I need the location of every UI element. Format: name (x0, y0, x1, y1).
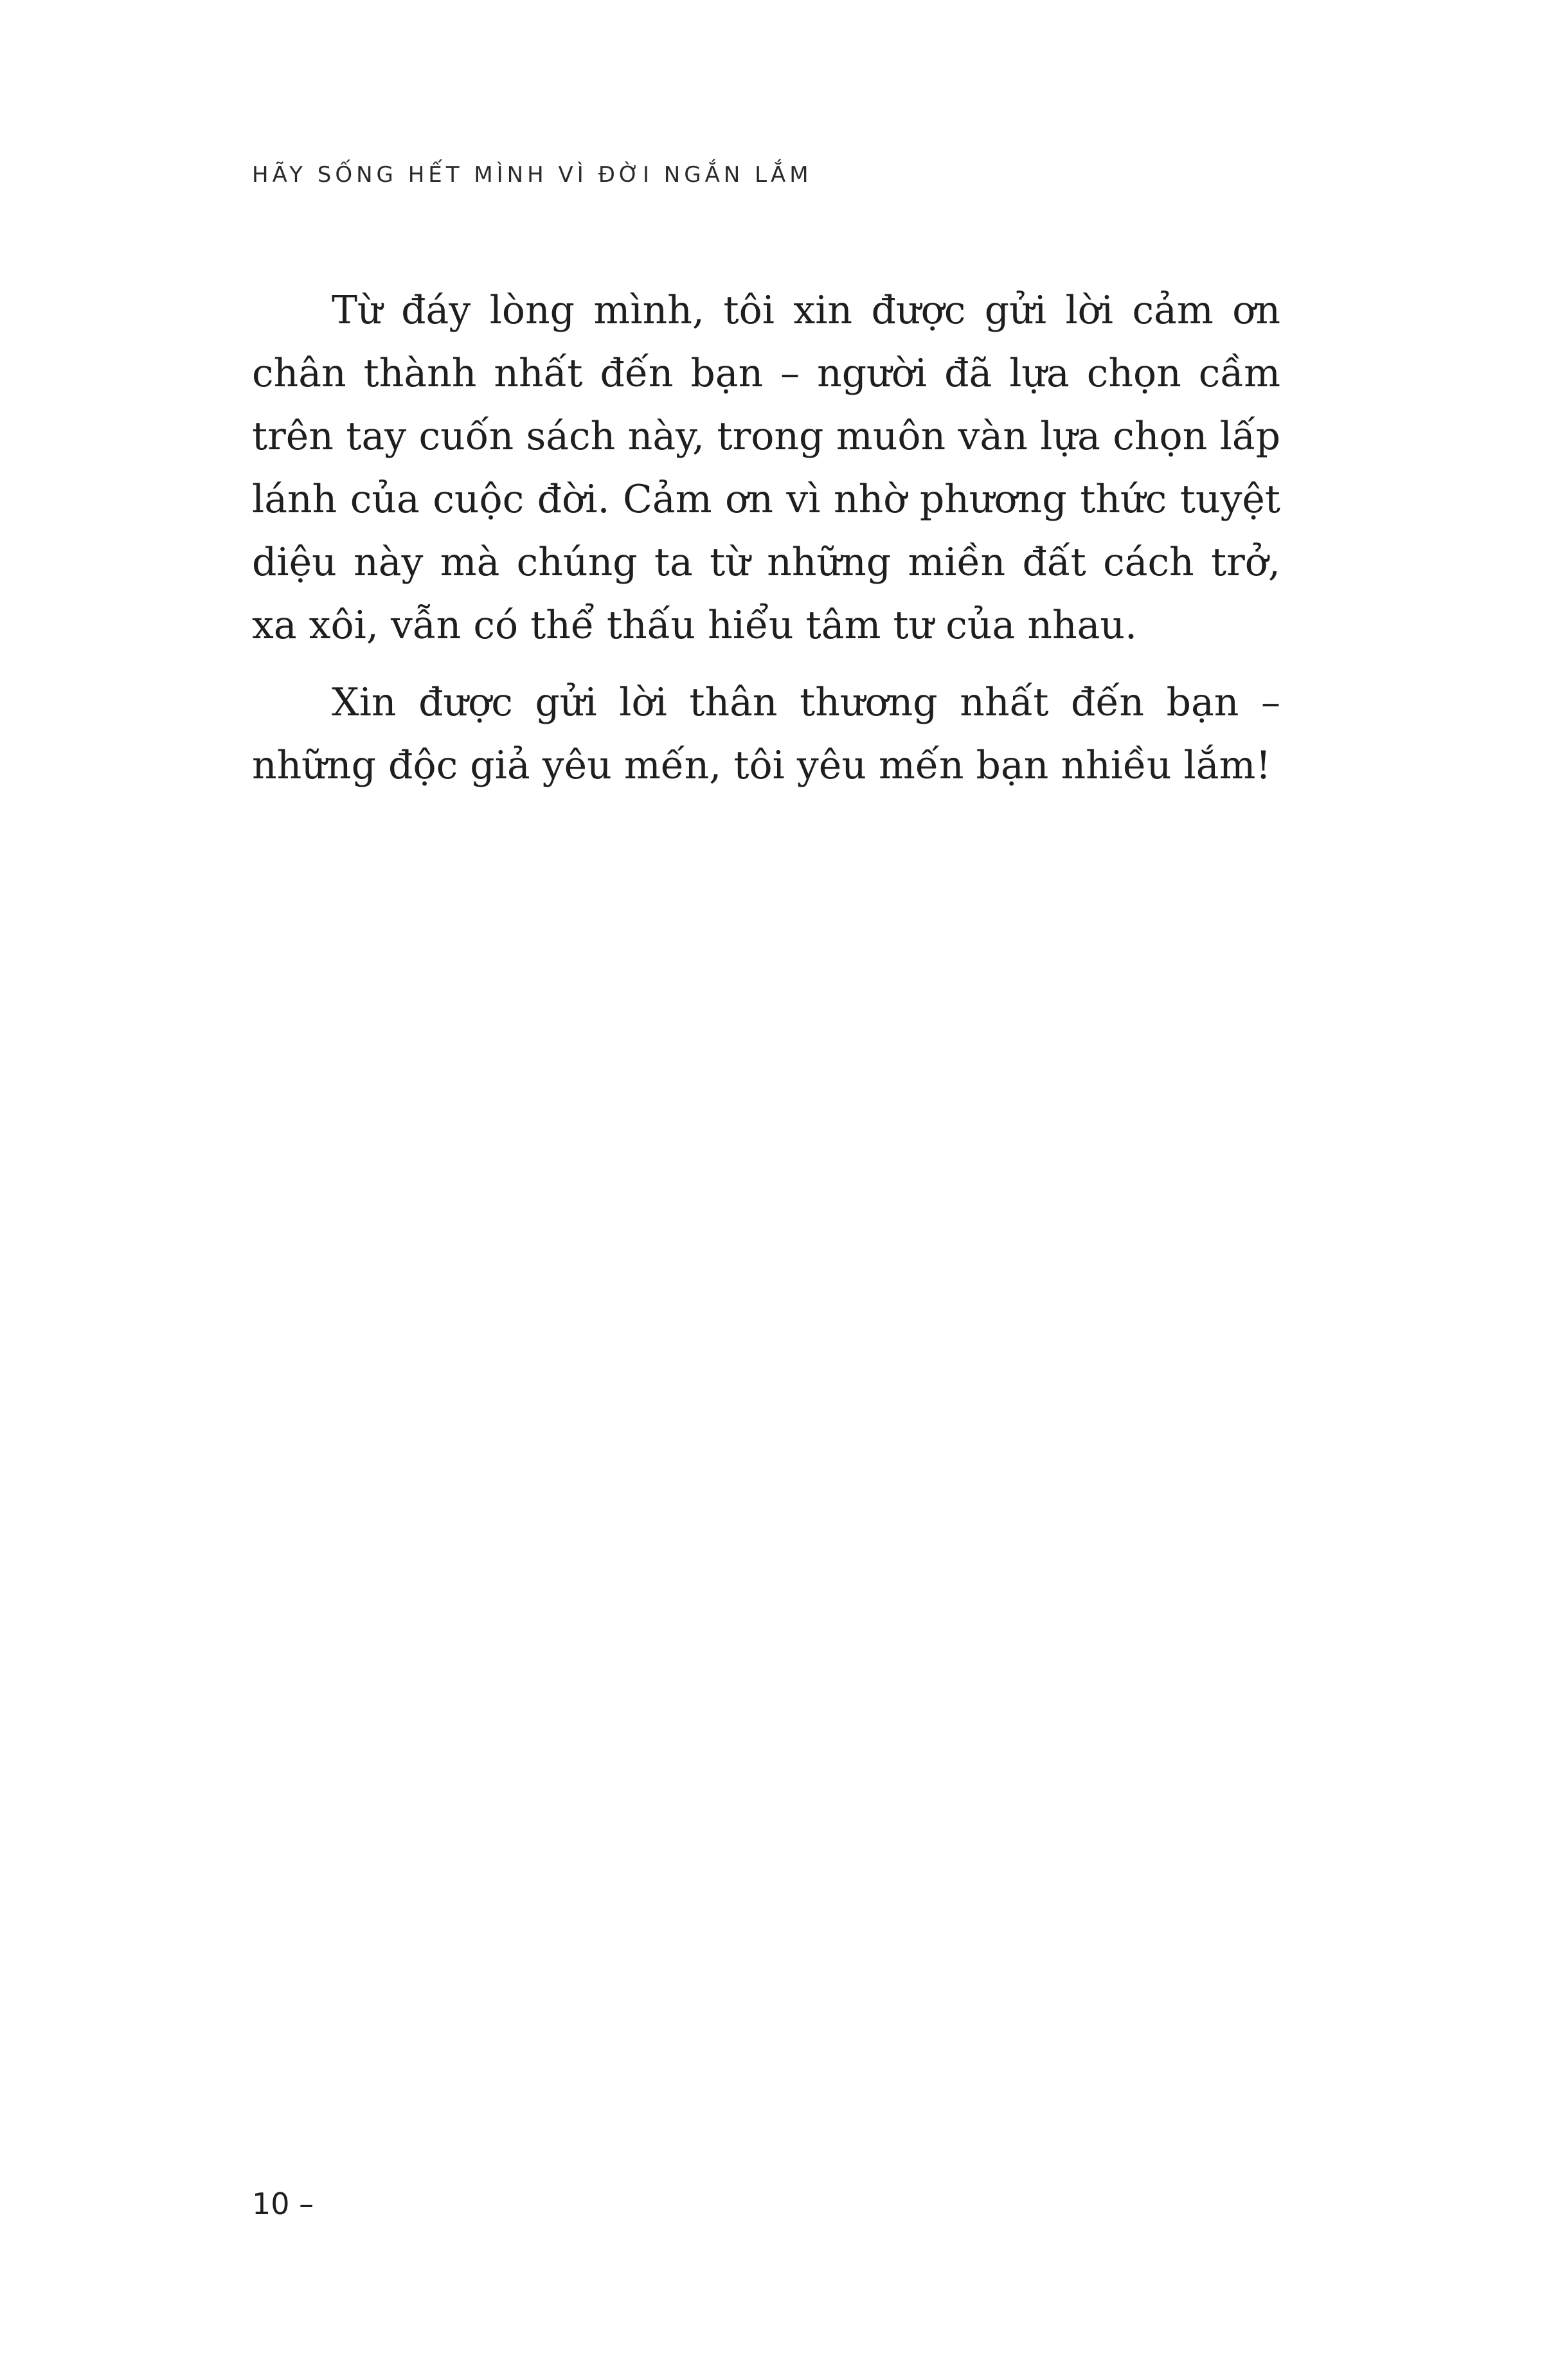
page-number: 10 – (252, 2187, 314, 2221)
running-header: HÃY SỐNG HẾT MÌNH VÌ ĐỜI NGẮN LẮM (252, 162, 812, 188)
body-text (252, 279, 1280, 811)
paragraph-2: Xin được gửi lời thân thương nhất đến bạn – những độc giả yêu mến, tôi yêu mến bạn nhiều lắm! (252, 680, 1280, 788)
paragraph-1: Từ đáy lòng mình, tôi xin được gửi lời cảm ơn chân thành nhất đến bạn – người đã lựa chọn cầm trên tay cuốn sách này, trong muôn vàn lựa chọn lấp lánh của cuộc đời. Cảm ơn vì nhờ phương thức tuyệt diệu này mà chúng ta từ những miền đất cách trở, xa xôi, vẫn có thể thấu hiểu tâm tư của nhau. (252, 288, 1280, 648)
